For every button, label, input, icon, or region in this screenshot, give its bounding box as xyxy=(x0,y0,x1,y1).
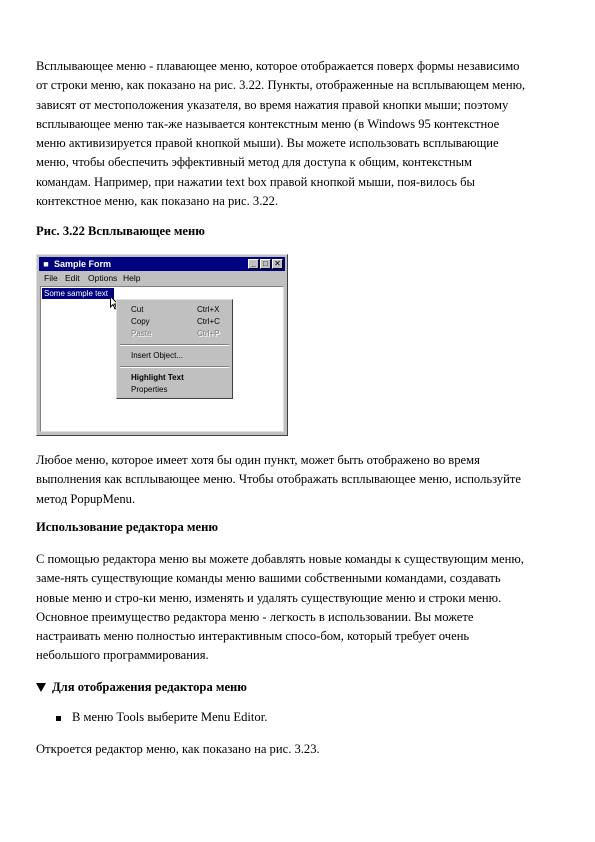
text-line: контекстное меню, как показано на рис. 3.22. xyxy=(36,194,279,209)
text-line: метод PopupMenu. xyxy=(36,491,136,506)
menu-item-shortcut: Ctrl+X xyxy=(197,305,220,314)
text-line: зависят от местоположения указателя, во время нажатия правой кнопки мыши; поэтому xyxy=(36,97,509,112)
window-titlebar xyxy=(39,257,285,271)
menu-separator xyxy=(120,344,229,346)
text-line: Откроется редактор меню, как показано на рис. 3.23. xyxy=(36,742,320,756)
text-line: новые меню и стро-ки меню, изменять и удалять существующие меню и строки меню. xyxy=(36,590,502,605)
menu-item-label: Paste xyxy=(131,329,152,338)
text-line: меню, чтобы обеспечить эффективный метод для доступа к общим, контекстным xyxy=(36,155,472,170)
menu-item-label: Properties xyxy=(131,385,168,394)
menu-item-shortcut: Ctrl+C xyxy=(197,317,220,326)
menu-separator xyxy=(120,366,229,368)
text-line: выполнения как всплывающее меню. Чтобы отображать всплывающее меню, используйте xyxy=(36,472,521,487)
close-icon: ✕ xyxy=(272,259,283,269)
text-line: Основное преимущество редактора меню - легкость в использовании. Вы можете xyxy=(36,609,474,624)
heading-text: Использование редактора меню xyxy=(36,520,218,534)
caption-text: Рис. 3.22 Всплывающее меню xyxy=(36,224,205,238)
result-paragraph xyxy=(36,740,576,759)
menu-item-label: Insert Object... xyxy=(131,351,184,360)
form-icon: ■ xyxy=(43,259,49,269)
menu-item-label: Copy xyxy=(131,317,150,326)
menu-options: Options xyxy=(88,273,118,283)
intro-paragraph xyxy=(36,57,576,211)
context-menu-item-cut xyxy=(131,304,226,315)
menu-help: Help xyxy=(123,273,141,283)
menu-item-label: Highlight Text xyxy=(131,373,184,382)
text-line: командам. Например, при нажатии text box правой кнопкой мыши, поя-вилось бы xyxy=(36,174,475,189)
context-menu-item-insert-object xyxy=(131,350,226,361)
text-line: всплывающее меню так-же называется контекстным меню (в Windows 95 контекстное xyxy=(36,116,500,131)
context-menu-item-highlight-text xyxy=(131,372,226,383)
context-menu-item-properties xyxy=(131,384,226,395)
text-line: Любое меню, которое имеет хотя бы один пункт, может быть отображено во время xyxy=(36,453,480,467)
maximize-icon: □ xyxy=(260,259,271,269)
window-menubar xyxy=(39,272,285,285)
text-line: небольшого программирования. xyxy=(36,648,209,663)
procedure-step xyxy=(72,708,572,727)
sample-form-window xyxy=(36,254,288,436)
menu-item-label: Cut xyxy=(131,305,144,314)
menu-edit: Edit xyxy=(65,273,80,283)
procedure-heading xyxy=(52,678,572,697)
bullet-square-icon xyxy=(56,716,61,721)
menu-file: File xyxy=(44,273,58,283)
minimize-icon: _ xyxy=(248,259,259,269)
text-line: Всплывающее меню - плавающее меню, которое отображается поверх формы независимо xyxy=(36,59,520,73)
heading-text: Для отображения редактора меню xyxy=(52,680,247,694)
section-heading xyxy=(36,518,576,537)
context-menu-item-copy xyxy=(131,316,226,327)
menu-item-shortcut: Ctrl+P xyxy=(197,329,220,338)
window-client-area xyxy=(40,286,284,432)
context-menu-item-paste xyxy=(131,328,226,339)
window-title: Sample Form xyxy=(54,259,112,269)
popup-method-paragraph xyxy=(36,451,576,509)
sample-text-box: Some sample text xyxy=(42,288,114,299)
text-line: настраивать меню полностью интерактивным спосо-бом, который требует очень xyxy=(36,629,470,644)
figure-caption xyxy=(36,222,576,241)
text-line: заме-нять существующие команды меню вашими собственными командами, создавать xyxy=(36,571,501,586)
menu-editor-paragraph xyxy=(36,550,576,666)
text-line: С помощью редактора меню вы можете добавлять новые команды к существующим меню, xyxy=(36,552,524,566)
text-line: меню активизируется правой кнопкой мыши). Вы можете использовать всплывающие xyxy=(36,136,499,151)
procedure-triangle-icon xyxy=(36,683,46,692)
step-text: В меню Tools выберите Menu Editor. xyxy=(72,710,268,724)
context-menu xyxy=(116,299,233,399)
text-line: от строки меню, как показано на рис. 3.22. Пункты, отображенные на всплывающем меню, xyxy=(36,78,526,93)
